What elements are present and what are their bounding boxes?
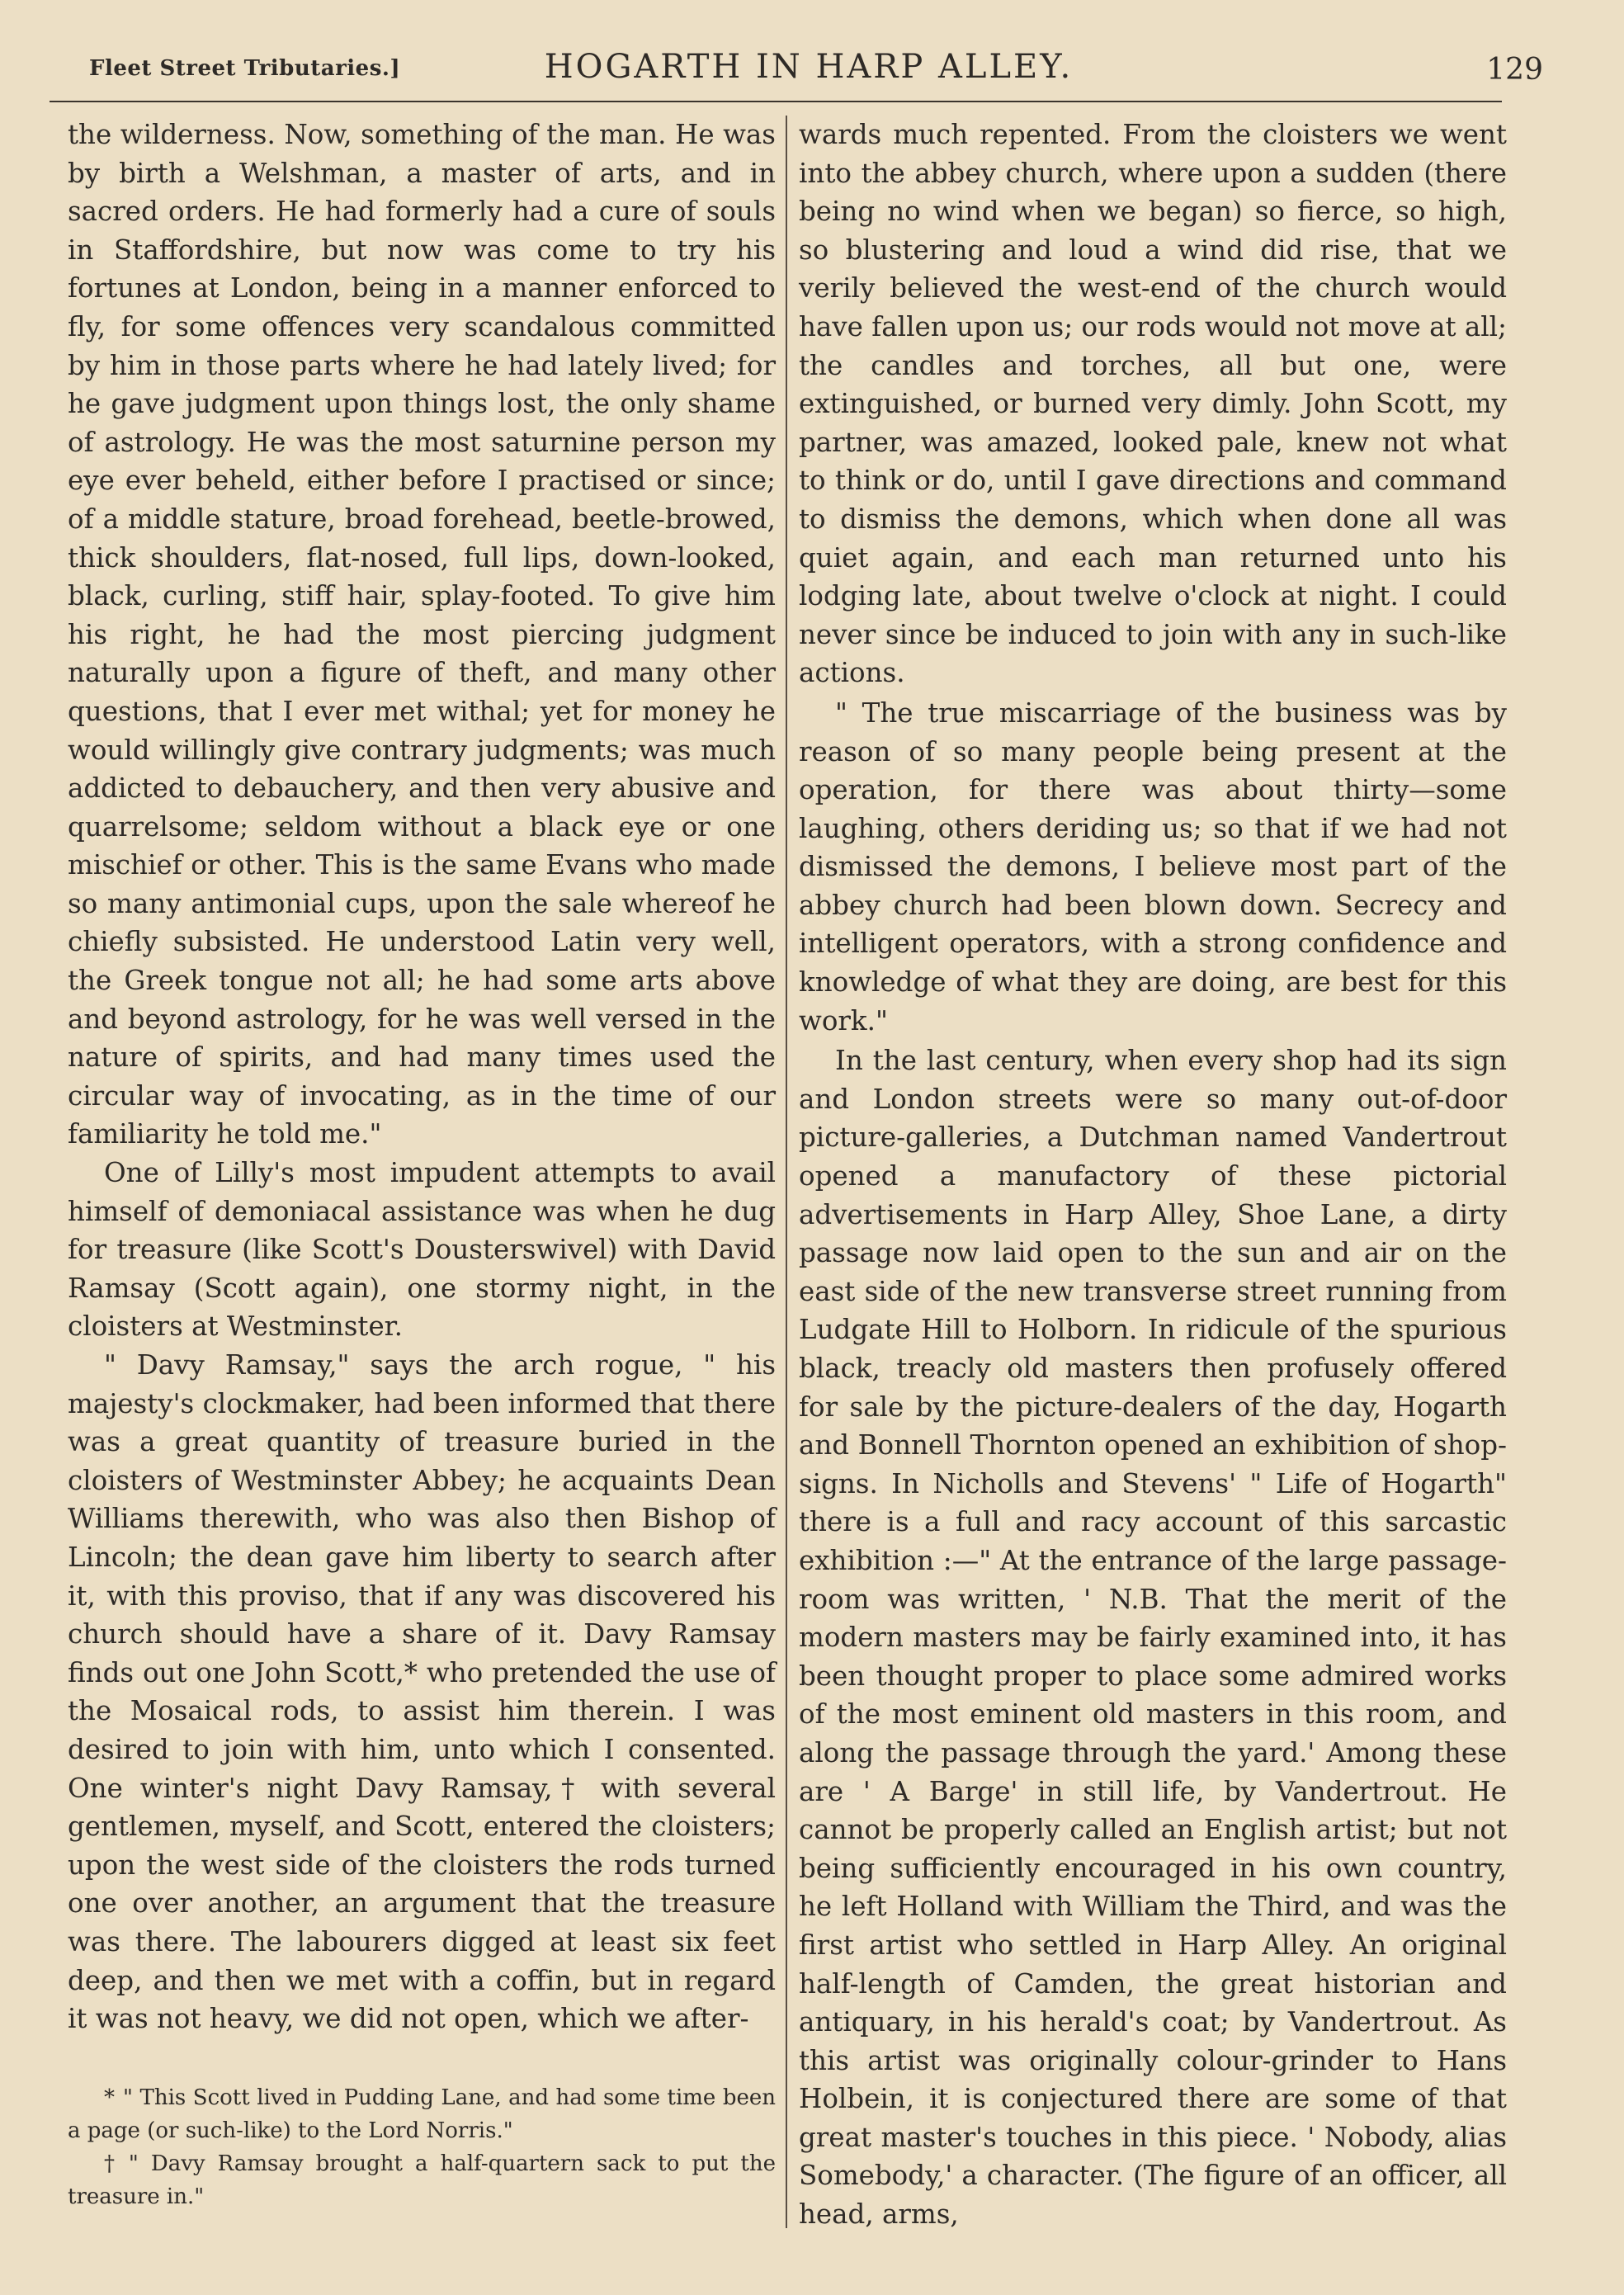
- paragraph: the wilderness. Now, something of the man. He was by birth a Welshman, a master of arts, and in sacred orders. He had formerly had a cure of souls in Staffordshire, but now was come to try his fortunes at London, being in a manner enforced to fly, for some offences very scandalous committed by him in those parts where he had lately lived; for he gave judgment upon things lost, the only shame of astrology. He was the most saturnine person my eye ever beheld, either before I practised or since; of a middle stature, broad forehead, beetle-browed, thick shoulders, flat-nosed, full lips, down-looked, black, curling, stiff hair, splay-footed. To give him his right, he had the most piercing judgment naturally upon a figure of theft, and many other questions, that I ever met withal; yet for money he would willingly give contrary judgments; was much addicted to debauchery, and then very abusive and quarrelsome; seldom without a black eye or one mischief or other. This is the same Evans who made so many antimonial cups, upon the sale whereof he chiefly subsisted. He understood Latin very well, the Greek tongue not all; he had some arts above and beyond astrology, for he was well versed in the nature of spirits, and had many times used the circular way of invocating, as in the time of our familiarity he told me.": [68, 119, 776, 1150]
- page-number: 129: [1486, 53, 1543, 87]
- footnote-mark: *: [104, 2085, 115, 2110]
- footnote: [68, 2147, 776, 2213]
- footnote-text: " Davy Ramsay brought a half-quartern sack to put the treasure in.": [68, 2151, 776, 2209]
- right-column: [799, 116, 1507, 2236]
- left-column: [68, 116, 776, 2213]
- paragraph: One of Lilly's most impudent attempts to avail himself of demoniacal assistance was when he dug for treasure (like Scott's Dousterswivel) with David Ramsay (Scott again), one stormy night, in the cloisters at Westminster.: [68, 1157, 776, 1343]
- header-rule: [50, 101, 1502, 102]
- section-title: Fleet Street Tributaries.]: [89, 56, 401, 81]
- column-divider: [786, 116, 787, 2228]
- running-header: [66, 41, 1551, 99]
- paragraph: " The true miscarriage of the business was by reason of so many people being present at the operation, for there was about thirty—some laughing, others deriding us; so that if we had not dismissed the demons, I believe most part of the abbey church had been blown down. Secrecy and intelligent operators, with a strong confidence and knowledge of what they are doing, are best for this work.": [799, 697, 1507, 1037]
- footnote: [68, 2081, 776, 2147]
- footnote-mark: †: [104, 2151, 120, 2176]
- paragraph: " Davy Ramsay," says the arch rogue, " his majesty's clockmaker, had been informed that there was a great quantity of treasure buried in the cloisters of Westminster Abbey; he acquaints Dean Williams therewith, who was also then Bishop of Lincoln; the dean gave him liberty to search after it, with this proviso, that if any was discovered his church should have a share of it. Davy Ramsay finds out one John Scott,* who pretended the use of the Mosaical rods, to assist him therein. I was desired to join with him, unto which I consented. One winter's night Davy Ramsay,† with several gentlemen, myself, and Scott, entered the cloisters; upon the west side of the cloisters the rods turned one over another, an argument that the treasure was there. The labourers digged at least six feet deep, and then we met with a coffin, but in regard it was not heavy, we did not open, which we after-: [68, 1349, 776, 2035]
- page-title: HOGARTH IN HARP ALLEY.: [544, 48, 1074, 86]
- paragraph: wards much repented. From the cloisters we went into the abbey church, where upon a sudden (there being no wind when we began) so fierce, so high, so blustering and loud a wind did rise, that we verily believed the west-end of the church would have fallen upon us; our rods would not move at all; the candles and torches, all but one, were extinguished, or burned very dimly. John Scott, my partner, was amazed, looked pale, knew not what to think or do, until I gave directions and command to dismiss the demons, which when done all was quiet again, and each man returned unto his lodging late, about twelve o'clock at night. I could never since be induced to join with any in such-like actions.: [799, 119, 1507, 689]
- footnote-text: " This Scott lived in Pudding Lane, and had some time been a page (or such-like) to the Lord Norris.": [68, 2085, 776, 2143]
- paragraph: In the last century, when every shop had its sign and London streets were so many out-of-door picture-galleries, a Dutchman named Vandertrout opened a manufactory of these pictorial advertisements in Harp Alley, Shoe Lane, a dirty passage now laid open to the sun and air on the east side of the new transverse street running from Ludgate Hill to Holborn. In ridicule of the spurious black, treacly old masters then profusely offered for sale by the picture-dealers of the day, Hogarth and Bonnell Thornton opened an exhibition of shop-signs. In Nicholls and Stevens' " Life of Hogarth" there is a full and racy account of this sarcastic exhibition :—" At the entrance of the large passage-room was written, ' N.B. That the merit of the modern masters may be fairly examined into, it has been thought proper to place some admired works of the most eminent old masters in this room, and along the passage through the yard.' Among these are ' A Barge' in still life, by Vandertrout. He cannot be properly called an English artist; but not being sufficiently encouraged in his own country, he left Holland with William the Third, and was the first artist who settled in Harp Alley. An original half-length of Camden, the great historian and antiquary, in his herald's coat; by Vandertrout. As this artist was originally colour-grinder to Hans Holbein, it is conjectured there are some of that great master's touches in this piece. ' Nobody, alias Somebody,' a character. (The figure of an officer, all head, arms,: [799, 1045, 1507, 2231]
